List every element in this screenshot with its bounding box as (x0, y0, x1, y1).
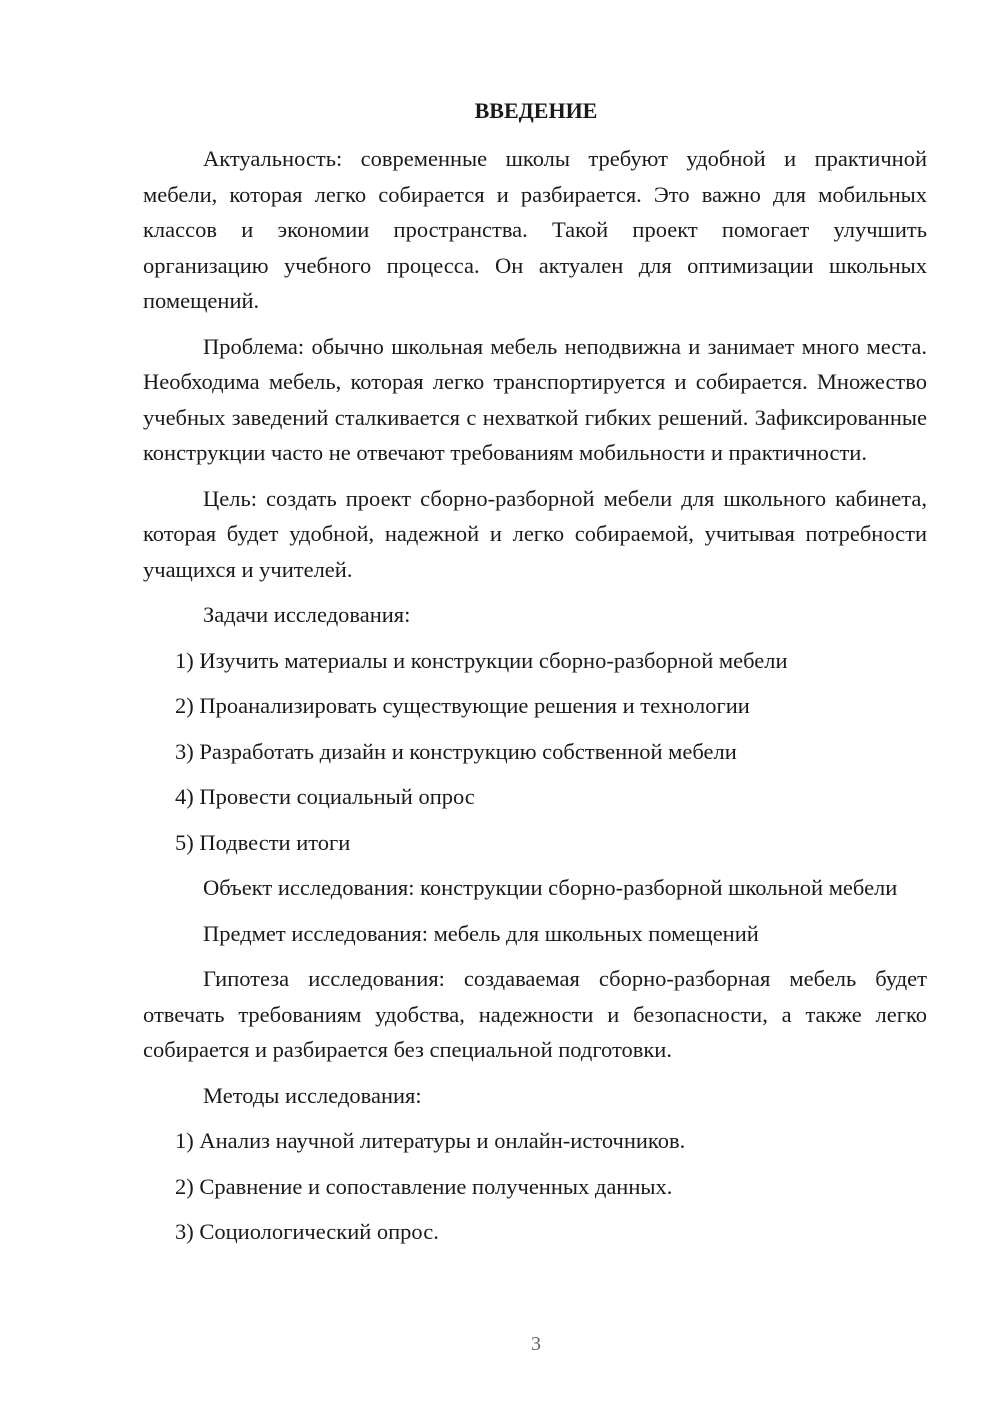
list-item: 3) Разработать дизайн и конструкцию собственной мебели (175, 738, 737, 764)
list-item: 1) Изучить материалы и конструкции сборно-разборной мебели (175, 647, 788, 673)
relevance-paragraph: Актуальность: современные школы требуют удобной и практичной мебели, которая легко собирается и разбирается. Это важно для мобильных классов и экономии пространства. Такой проект помогает улучшить организацию учебного процесса. Он актуален для оптимизации школьных помещений. (143, 146, 927, 313)
document-body (143, 141, 927, 1260)
list-item: 5) Подвести итоги (175, 829, 351, 855)
page-number: 3 (531, 1333, 541, 1355)
list-item: 2) Сравнение и сопоставление полученных данных. (175, 1173, 673, 1199)
object-paragraph: Объект исследования: конструкции сборно-разборной школьной мебели (203, 875, 898, 900)
list-item: 4) Провести социальный опрос (175, 784, 475, 809)
subject-paragraph: Предмет исследования: мебель для школьных помещений (203, 920, 759, 946)
problem-paragraph: Проблема: обычно школьная мебель неподвижна и занимает много места. Необходима мебель, которая легко транспортируется и собирается. Множество учебных заведений сталкивается с нехваткой гибких решений. Зафиксированные конструкции часто не отвечают требованиям мобильности и практичности. (143, 333, 927, 465)
list-item: 3) Социологический опрос. (175, 1219, 439, 1244)
list-item: 2) Проанализировать существующие решения и технологии (175, 693, 750, 718)
goal-paragraph: Цель: создать проект сборно-разборной мебели для школьного кабинета, которая будет удобной, надежной и легко собираемой, учитывая потребности учащихся и учителей. (143, 485, 927, 582)
tasks-heading: Задачи исследования: (203, 602, 411, 627)
list-item: 1) Анализ научной литературы и онлайн-источников. (175, 1128, 686, 1153)
tasks-list (143, 643, 927, 861)
page-title: ВВЕДЕНИЕ (474, 98, 598, 123)
methods-heading: Методы исследования: (203, 1082, 422, 1108)
hypothesis-paragraph: Гипотеза исследования: создаваемая сборно-разборная мебель будет отвечать требованиям удобства, надежности и безопасности, а также легко собирается и разбирается без специальной подготовки. (143, 966, 927, 1062)
methods-list (143, 1123, 927, 1250)
